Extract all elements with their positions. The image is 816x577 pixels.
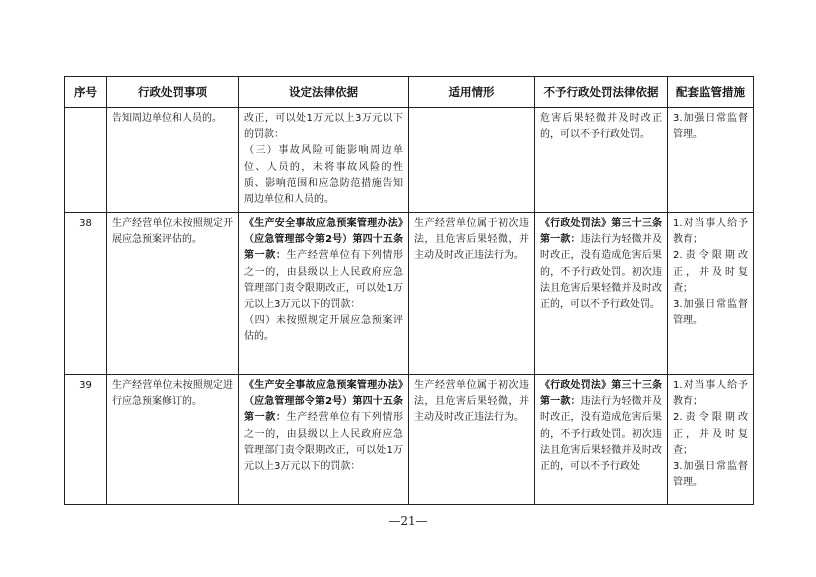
cell-legal-basis bbox=[239, 213, 409, 375]
exemption-citation: 《行政处罚法》第三十三条第一款： bbox=[540, 218, 662, 246]
cell-penalty-item: 生产经营单位未按照规定开展应急预案评估的。 bbox=[107, 213, 239, 375]
basis-text: 生产经营单位有下列情形之一的，由县级以上人民政府应急管理部门责令限期改正，可以处1万元以上3万元以下的罚款： bbox=[244, 412, 404, 473]
cell-penalty-item: 告知周边单位和人员的。 bbox=[107, 108, 239, 213]
measure-item: 3.加强日常监督管理。 bbox=[673, 461, 748, 489]
header-serial-number: 序号 bbox=[65, 77, 107, 108]
measure-item: 1.对当事人给予教育； bbox=[673, 218, 748, 246]
penalty-table bbox=[64, 76, 754, 505]
basis-paragraph: 改正，可以处1万元以上3万元以下的罚款： bbox=[244, 113, 403, 141]
cell-exemption-basis bbox=[535, 213, 668, 375]
cell-supervision-measures bbox=[668, 213, 754, 375]
basis-text: 生产经营单位有下列情形之一的，由县级以上人民政府应急管理部门责令限期改正，可以处1万元以上3万元以下的罚款： bbox=[244, 250, 404, 311]
cell-supervision-measures bbox=[668, 375, 754, 505]
exemption-text: 违法行为轻微并及时改正，没有造成危害后果的，不予行政处罚。初次违法且危害后果轻微并及时改正的，可以不予行政处 bbox=[540, 396, 663, 473]
header-penalty-item: 行政处罚事项 bbox=[107, 77, 239, 108]
measure-item: 3.加强日常监督管理。 bbox=[673, 299, 748, 327]
table-row-continued bbox=[65, 108, 754, 213]
exemption-citation: 《行政处罚法》第三十三条第一款： bbox=[540, 380, 662, 408]
measure-item: 1.对当事人给予教育； bbox=[673, 380, 748, 408]
page-number: —21— bbox=[388, 514, 428, 528]
table-row bbox=[65, 213, 754, 375]
basis-paragraph: （三）事故风险可能影响周边单位、人员的，未将事故风险的性质、影响范围和应急防范措施告知周边单位和人员的。 bbox=[244, 145, 403, 206]
cell-serial-number bbox=[65, 108, 107, 213]
cell-applicable-situation bbox=[409, 108, 535, 213]
cell-applicable-situation: 生产经营单位属于初次违法，且危害后果轻微，并主动及时改正违法行为。 bbox=[409, 375, 535, 505]
basis-citation: 《生产安全事故应急预案管理办法》（应急管理部令第2号）第四十五条第一款： bbox=[244, 218, 403, 262]
exemption-text: 违法行为轻微并及时改正，没有造成危害后果的，不予行政处罚。初次违法且危害后果轻微并及时改正的，可以不予行政处罚。 bbox=[540, 234, 663, 311]
cell-applicable-situation: 生产经营单位属于初次违法，且危害后果轻微，并主动及时改正违法行为。 bbox=[409, 213, 535, 375]
basis-paragraph: （四）未按照规定开展应急预案评估的。 bbox=[244, 315, 403, 343]
measure-item: 2.责令限期改正，并及时复查； bbox=[673, 412, 748, 456]
cell-exemption-basis: 危害后果轻微并及时改正的，可以不予行政处罚。 bbox=[535, 108, 668, 213]
header-legal-basis: 设定法律依据 bbox=[239, 77, 409, 108]
measure-item: 2.责令限期改正，并及时复查； bbox=[673, 250, 748, 294]
cell-exemption-basis bbox=[535, 375, 668, 505]
cell-serial-number: 38 bbox=[65, 213, 107, 375]
cell-serial-number: 39 bbox=[65, 375, 107, 505]
header-exemption-basis: 不予行政处罚法律依据 bbox=[535, 77, 668, 108]
table-row bbox=[65, 375, 754, 505]
header-supervision-measures: 配套监管措施 bbox=[668, 77, 754, 108]
cell-legal-basis bbox=[239, 108, 409, 213]
table-header-row bbox=[65, 77, 754, 108]
cell-penalty-item: 生产经营单位未按照规定进行应急预案修订的。 bbox=[107, 375, 239, 505]
cell-supervision-measures: 3.加强日常监督管理。 bbox=[668, 108, 754, 213]
cell-legal-basis bbox=[239, 375, 409, 505]
header-applicable-situation: 适用情形 bbox=[409, 77, 535, 108]
basis-citation: 《生产安全事故应急预案管理办法》（应急管理部令第2号）第四十五条第一款： bbox=[244, 380, 403, 424]
